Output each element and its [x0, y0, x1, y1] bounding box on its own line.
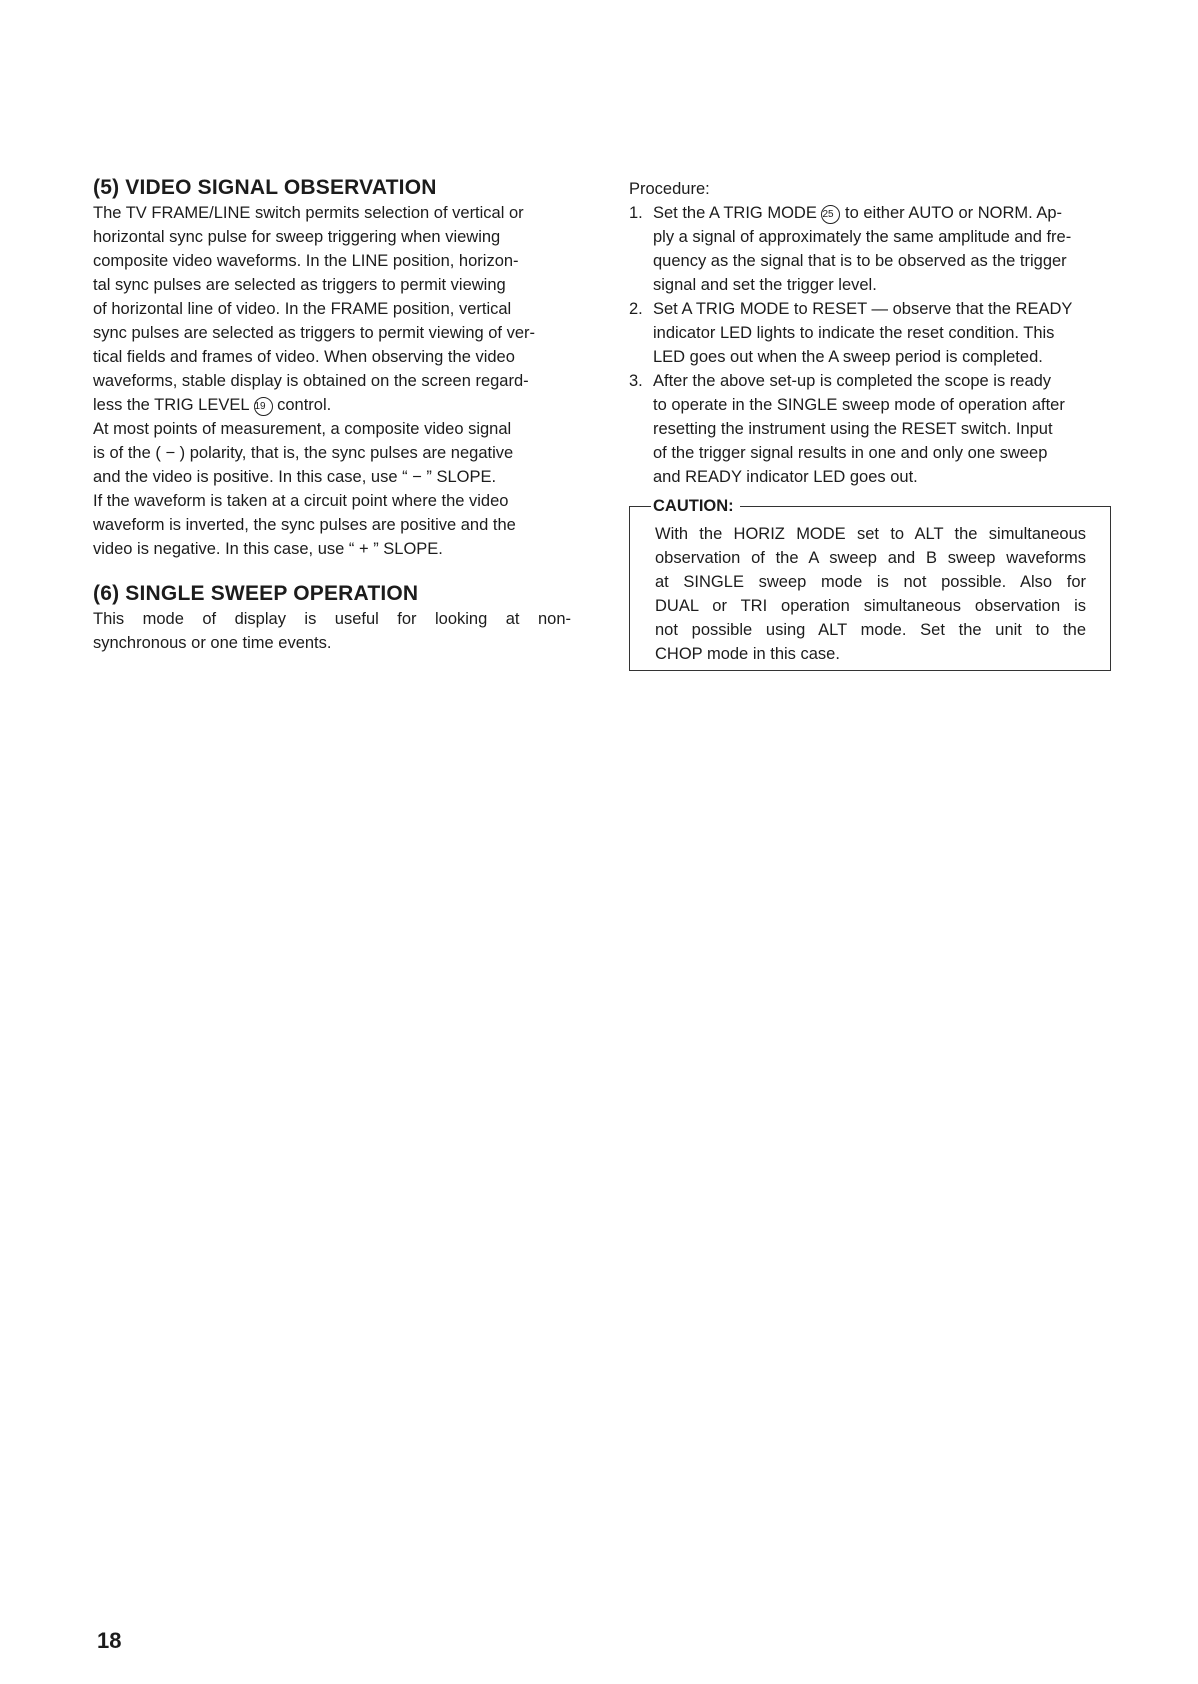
control-ref-25: 25 [821, 205, 840, 224]
step-number: 1. [629, 204, 643, 222]
text-line: tical fields and frames of video. When observing the video [93, 348, 515, 366]
caution-header [629, 495, 1111, 517]
section-6-title: (6) SINGLE SWEEP OPERATION [93, 582, 419, 605]
text-line: waveforms, stable display is obtained on the screen regard- [93, 372, 529, 390]
caution-rule-right [740, 506, 1111, 507]
list-item [629, 369, 1110, 489]
step-number: 3. [629, 372, 643, 390]
text-line: indicator LED lights to indicate the reset condition. This [653, 324, 1055, 342]
caution-border-right [1110, 506, 1111, 670]
caution-box [629, 496, 1111, 671]
text-line: is of the ( − ) polarity, that is, the sync pulses are negative [93, 444, 514, 462]
text-line: and READY indicator LED goes out. [653, 468, 918, 486]
procedure-label: Procedure: [629, 180, 710, 198]
text-line: DUAL or TRI operation simultaneous observation is [655, 597, 1086, 615]
text-fragment: control. [277, 396, 332, 414]
caution-rule-left [629, 506, 651, 507]
text-line: Set A TRIG MODE to RESET — observe that the READY [653, 300, 1073, 318]
text-fragment: to either AUTO or NORM. Ap- [845, 204, 1063, 222]
section-6-paragraph [93, 607, 571, 655]
text-line: of the trigger signal results in one and only one sweep [653, 444, 1048, 462]
text-line: LED goes out when the A sweep period is completed. [653, 348, 1043, 366]
text-line: ply a signal of approximately the same amplitude and fre- [653, 228, 1072, 246]
procedure-steps [629, 201, 1110, 489]
text-line: CHOP mode in this case. [655, 645, 840, 663]
text-line: observation of the A sweep and B sweep waveforms [655, 549, 1086, 567]
section-5-paragraph-2 [93, 417, 571, 561]
text-line: sync pulses are selected as triggers to permit viewing of ver- [93, 324, 536, 342]
text-line: not possible using ALT mode. Set the unit to the [655, 621, 1086, 639]
text-line: If the waveform is taken at a circuit point where the video [93, 492, 509, 510]
text-line: quency as the signal that is to be observed as the trigger [653, 252, 1067, 270]
text-fragment: Set the A TRIG MODE [653, 204, 817, 222]
caution-label: CAUTION: [651, 497, 740, 516]
section-5-title: (5) VIDEO SIGNAL OBSERVATION [93, 176, 437, 199]
section-5-paragraph-1 [93, 201, 571, 417]
text-line: tal sync pulses are selected as triggers to permit viewing [93, 276, 506, 294]
text-line: This mode of display is useful for looking at non- [93, 610, 571, 628]
text-fragment: less the TRIG LEVEL [93, 396, 249, 414]
text-line: synchronous or one time events. [93, 634, 332, 652]
step-number: 2. [629, 300, 643, 318]
text-line: at SINGLE sweep mode is not possible. Also for [655, 573, 1086, 591]
right-column [629, 175, 1110, 671]
left-column [93, 175, 571, 655]
text-line: video is negative. In this case, use “ + ” SLOPE. [93, 540, 443, 558]
text-line: horizontal sync pulse for sweep triggering when viewing [93, 228, 501, 246]
text-line: resetting the instrument using the RESET switch. Input [653, 420, 1053, 438]
text-line: to operate in the SINGLE sweep mode of operation after [653, 396, 1065, 414]
text-line: composite video waveforms. In the LINE position, horizon- [93, 252, 519, 270]
text-line: With the HORIZ MODE set to ALT the simultaneous [655, 525, 1086, 543]
text-line: of horizontal line of video. In the FRAME position, vertical [93, 300, 512, 318]
text-line: signal and set the trigger level. [653, 276, 877, 294]
text-line: waveform is inverted, the sync pulses are positive and the [93, 516, 516, 534]
text-line [653, 201, 1110, 225]
text-line: The TV FRAME/LINE switch permits selection of vertical or [93, 204, 524, 222]
caution-text [655, 522, 1110, 666]
text-line [93, 393, 571, 417]
list-item [629, 201, 1110, 297]
text-line: At most points of measurement, a composite video signal [93, 420, 512, 438]
list-item [629, 297, 1110, 369]
text-line: and the video is positive. In this case, use “ − ” SLOPE. [93, 468, 497, 486]
text-line: After the above set-up is completed the scope is ready [653, 372, 1052, 390]
control-ref-19: 19 [254, 397, 273, 416]
page-number: 18 [97, 1628, 122, 1653]
